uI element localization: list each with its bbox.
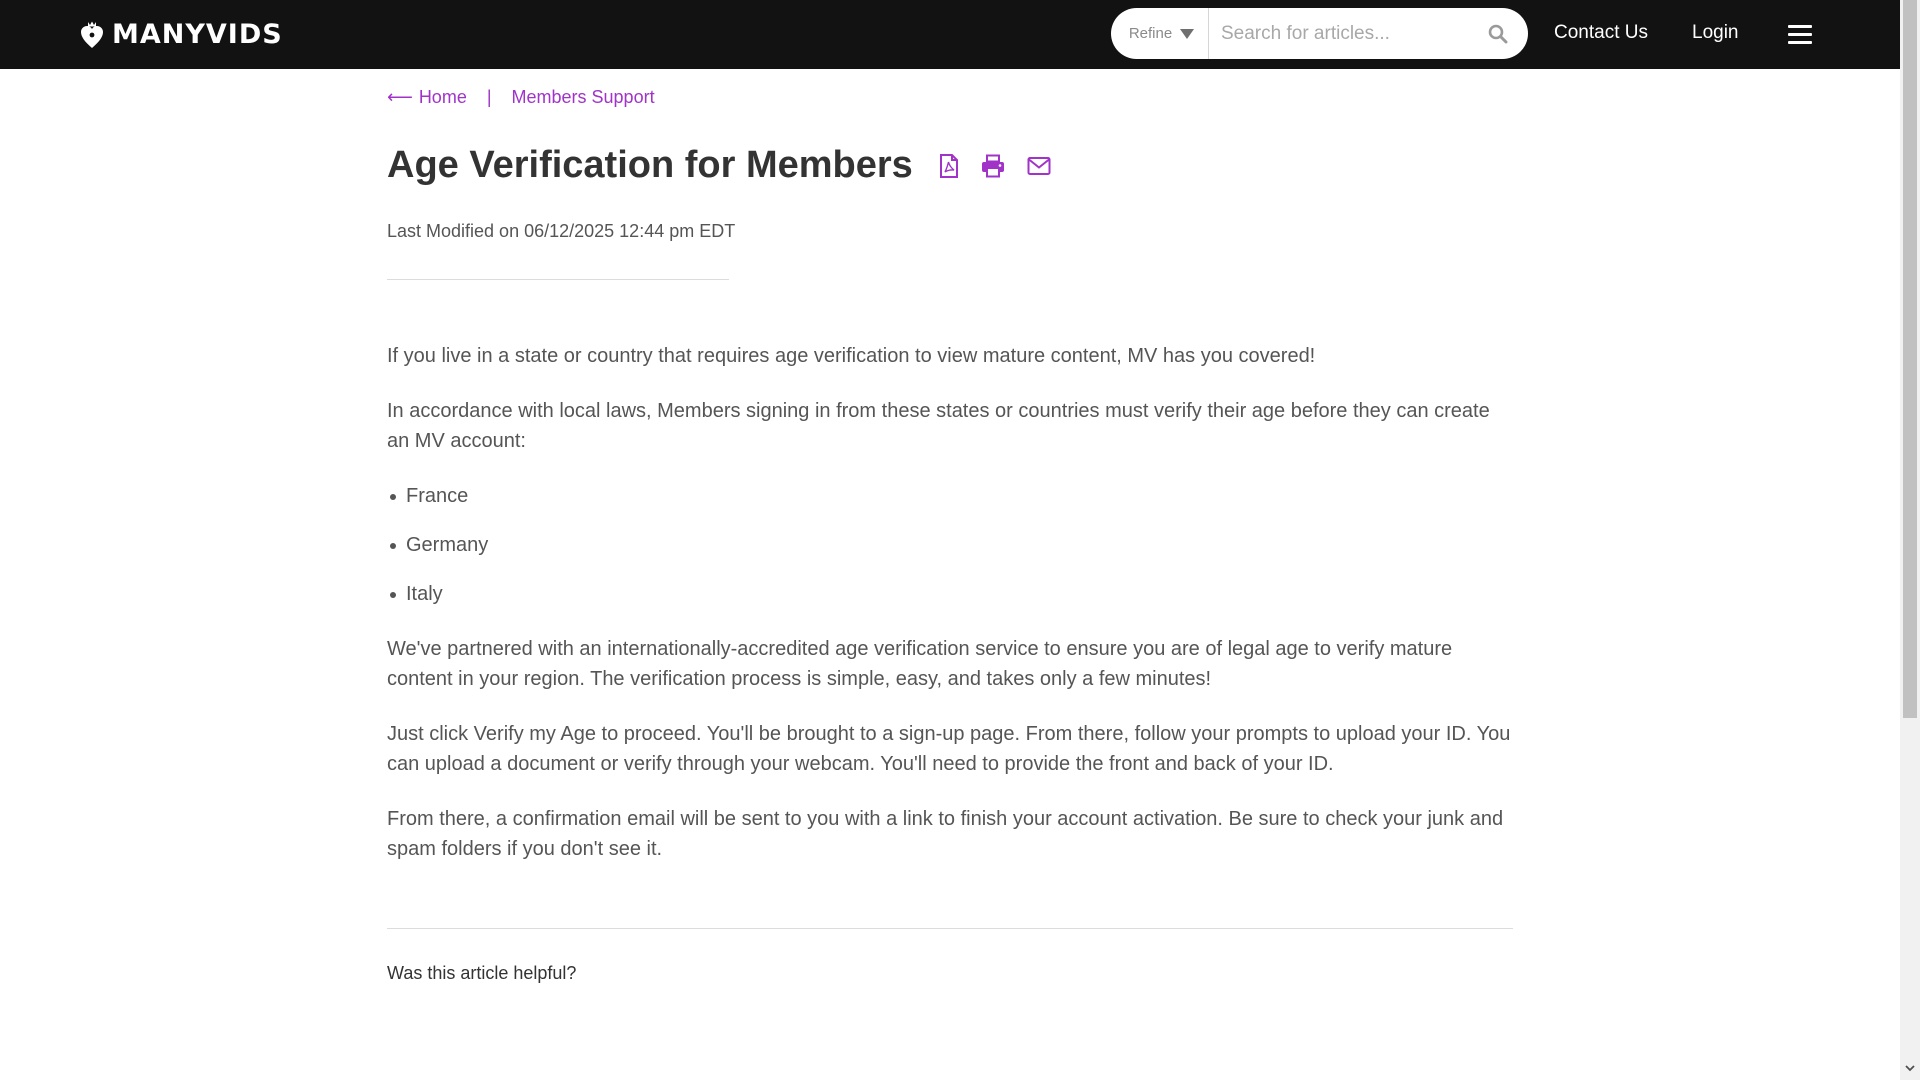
refine-dropdown[interactable] (1111, 8, 1209, 59)
country-list (387, 481, 1513, 609)
hamburger-line (1788, 41, 1812, 44)
article-paragraph: From there, a confirmation email will be sent to you with a link to finish your account activation. Be sure to check your junk and spam folders if you don't see it. (387, 808, 1504, 860)
helpful-question: Was this article helpful? (387, 963, 577, 983)
back-arrow-icon: ⟵ (387, 87, 413, 107)
refine-label: Refine (1128, 25, 1173, 42)
chevron-down-icon[interactable] (1904, 1062, 1916, 1074)
logo-text: MANYVIDS (112, 18, 283, 50)
hamburger-icon[interactable] (1788, 25, 1812, 47)
login-link[interactable]: Login (1692, 22, 1739, 43)
heart-shield-icon (80, 19, 104, 49)
list-item: France (387, 481, 1513, 511)
title-row (387, 144, 1051, 187)
article-paragraph: In accordance with local laws, Members signing in from these states or countries must verify their age before they can create an MV account: (387, 400, 1490, 452)
contact-us-link[interactable]: Contact Us (1554, 22, 1648, 43)
last-modified-date: Last Modified on 06/12/2025 12:44 pm EDT (387, 221, 736, 241)
breadcrumb-members-support-link[interactable]: Members Support (511, 87, 655, 107)
article-paragraph: Just click Verify my Age to proceed. You'll be brought to a sign-up page. From there, follow your prompts to upload your ID. You can upload a document or verify through your webcam. You'll need to provide the front and back of your ID. (387, 723, 1511, 775)
breadcrumb-home-link[interactable]: Home (418, 87, 467, 107)
breadcrumb-separator: | (486, 87, 492, 107)
caret-down-icon (1180, 29, 1194, 39)
search-button[interactable] (1468, 8, 1528, 59)
hamburger-line (1788, 25, 1812, 28)
search-bar (1111, 8, 1528, 59)
article-paragraph: We've partnered with an internationally-accredited age verification service to ensure you are of legal age to verify mature content in your region. The verification process is simple, easy, and takes only a few minutes! (387, 638, 1453, 690)
scrollbar-thumb[interactable] (1903, 0, 1917, 718)
divider (387, 279, 729, 280)
list-item: Italy (387, 579, 1513, 609)
search-icon (1488, 24, 1508, 44)
list-item: Germany (387, 530, 1513, 560)
divider (387, 928, 1513, 929)
printer-icon[interactable] (981, 154, 1005, 178)
search-input[interactable] (1209, 8, 1468, 59)
hamburger-line (1788, 33, 1812, 36)
pdf-file-icon[interactable] (939, 154, 959, 178)
top-navigation-bar (0, 0, 1900, 69)
vertical-scrollbar[interactable] (1900, 0, 1920, 1080)
envelope-icon[interactable] (1027, 156, 1051, 176)
article-body (387, 341, 1513, 889)
article-paragraph: If you live in a state or country that requires age verification to view mature content, MV has you covered! (387, 345, 1316, 367)
manyvids-logo[interactable] (80, 16, 283, 52)
breadcrumb (387, 87, 655, 108)
page-title: Age Verification for Members (387, 144, 913, 186)
